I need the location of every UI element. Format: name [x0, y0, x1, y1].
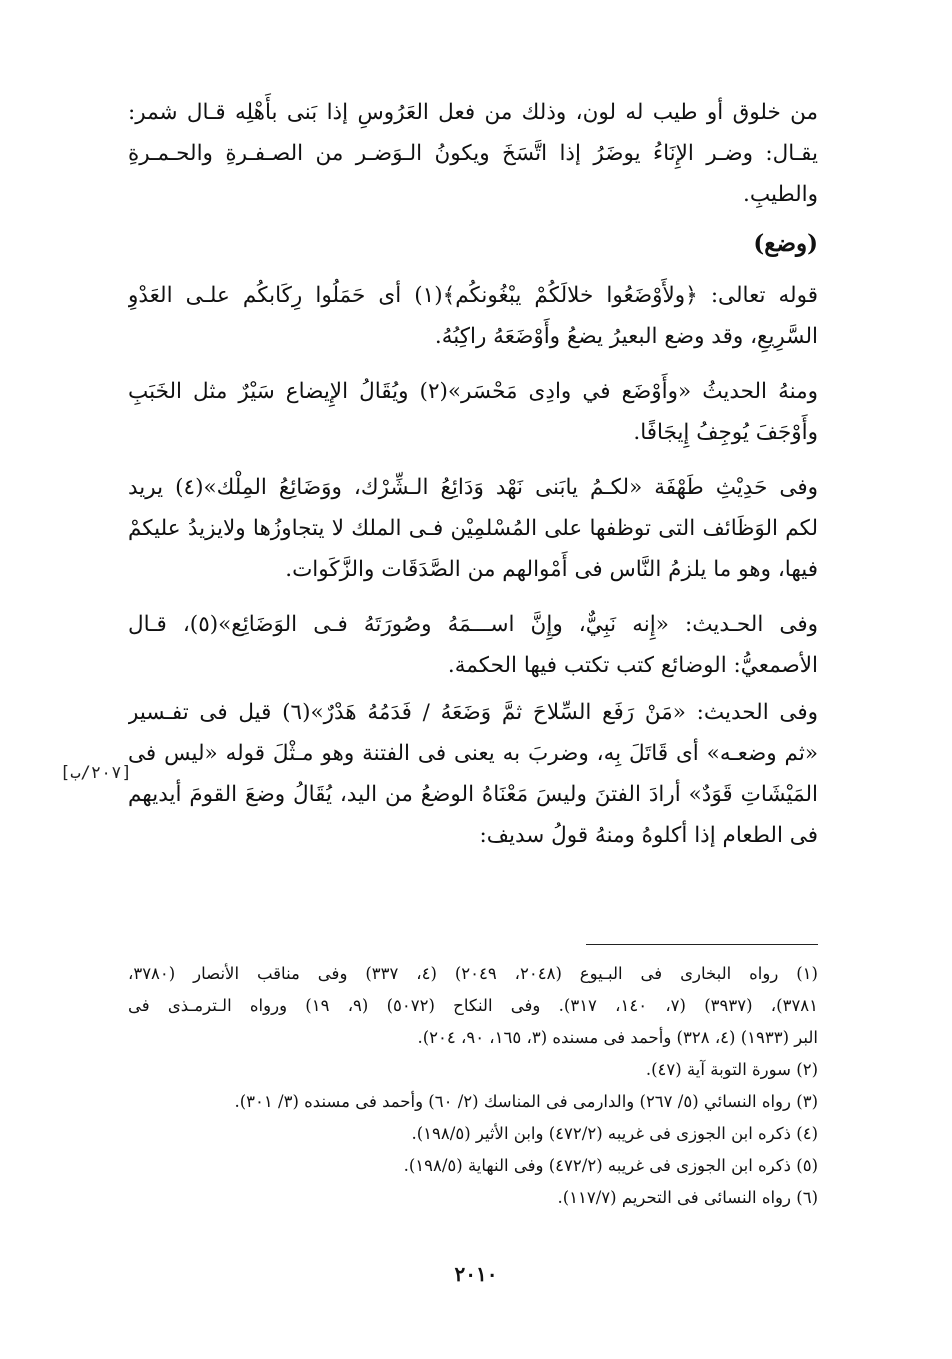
text-line: من خلوق أو طيب له لون، وذلك من فعل العَرُوسِ إذا بَنى بأَهْلِه قـال شمر:: [128, 100, 818, 125]
text-line: فى الطعام إذا أكلوهُ ومنهُ قولُ سديف:: [479, 823, 818, 848]
page-number: ٢٠١٠: [454, 1262, 498, 1286]
text-line: والطيبِ.: [743, 182, 818, 207]
footnote-line: (٥) ذكره ابن الجوزى فى غريبه (٤٧٢/٢) وفى النهاية (١٩٨/٥).: [403, 1156, 818, 1175]
text-line: وفى الحديث: «مَنْ رَفَع السِّلاحَ ثمَّ وَضَعَهُ / فَدَمُهُ هَدْرٌ»(٦) قيل فى تفـسير: [128, 700, 818, 725]
footnote-line: (٣) رواه النسائي (٥/ ٢٦٧) والدارمى فى المناسك (٢/ ٦٠) وأحمد فى مسنده (٣/ ٣٠١).: [234, 1092, 818, 1111]
text-line: يقـال: وضـر الإِنَاءُ يوضَرُ إذا اتَّسَخَ ويكونُ الـوَضـر من الصـفـرةِ والحـمـرةِ: [128, 141, 818, 166]
text-line: وفى الحـديث: «إِنه نَبِيٌّ، وإِنَّ اســـمَهُ وصُورَتَهُ فـى الوَضَائِع»(٥)، قـال: [128, 612, 818, 637]
text-line: فيها، وهو ما يلزمُ النَّاس فى أَمْوالهم من الصَّدَقَات والزَّكَوات.: [285, 557, 818, 582]
footnote-line: البر (١٩٣٣) (٤، ٣٢٨) وأحمد فى مسنده (٣، ١٦٥، ٩٠، ٢٠٤).: [417, 1028, 818, 1047]
text-line: «ثم وضعـه» أى قَاتَلَ بِه، وضربَ به يعنى فى الفتنة وهو مـثْلَ قوله «ليس فى: [128, 741, 818, 766]
text-line: المَيْشَاتِ قَوَدٌ» أرادَ الفتنَ وليسَ مَعْنَاهُ الوضعُ من اليد، يُقَالُ وضعَ القومَ أيديهم: [128, 782, 818, 807]
footnote-separator: [586, 944, 818, 945]
entry-heading: (وضع): [753, 230, 818, 257]
text-line: وأَوْجَفَ يُوجِفُ إِيجَافًا.: [633, 420, 818, 445]
footnote-line: ٣٧٨١)، (٣٩٣٧) (٧، ١٤٠، ٣١٧). وفى النكاح (٥٠٧٢) (٩، ١٩) ورواه الـترمـذى فى: [128, 996, 818, 1015]
manuscript-folio-marker: [٢٠٧/ب]: [60, 763, 132, 783]
footnotes: [128, 958, 818, 1214]
footnote-line: (٦) رواه النسائى فى التحريم (١١٧/٧).: [557, 1188, 818, 1207]
text-line: قوله تعالى: ﴿ولأَوْضَعُوا خلالَكُمْ يبْغُونكُم﴾(١) أى حَمَلُوا رِكَابكُم علـى العَدْوِ: [128, 283, 818, 308]
text-line: السَّرِيعِ، وقد وضع البعيرُ يضعُ وأَوْضَعَهُ راكِبُهُ.: [434, 324, 818, 349]
text-line: ومنهُ الحديثُ «وأَوْضَع في وادِى مَحْسَر»(٢) ويُقَالُ الإِيضاع سَيْرٌ مثل الخَبَبِ: [128, 379, 818, 404]
text-line: الأصمعيُّ: الوضائع كتب تكتب فيها الحكمة.: [447, 653, 818, 678]
footnote-line: (١) رواه البخارى فى البـيوع (٢٠٤٨، ٢٠٤٩) (٤، ٣٣٧) وفى مناقب الأنصار (٣٧٨٠،: [128, 964, 818, 983]
main-text: [128, 92, 818, 856]
text-line: وفى حَدِيْثِ طَهْفَة «لكـمُ يابَنى نَهْد وَدَائِعُ الـشِّرْك، ووَضَائِعُ المِلْك»(٤) يريد: [128, 475, 818, 500]
footnote-line: (٤) ذكره ابن الجوزى فى غريبه (٤٧٢/٢) وابن الأثير (١٩٨/٥).: [411, 1124, 818, 1143]
text-line: لكم الوَظَائف التى توظفها على المُسْلمِيْن فـى الملك لا يتجاوزُها ولايزيدُ عليكمْ: [128, 516, 818, 541]
footnote-line: (٢) سورة التوبة آية (٤٧).: [645, 1060, 818, 1079]
